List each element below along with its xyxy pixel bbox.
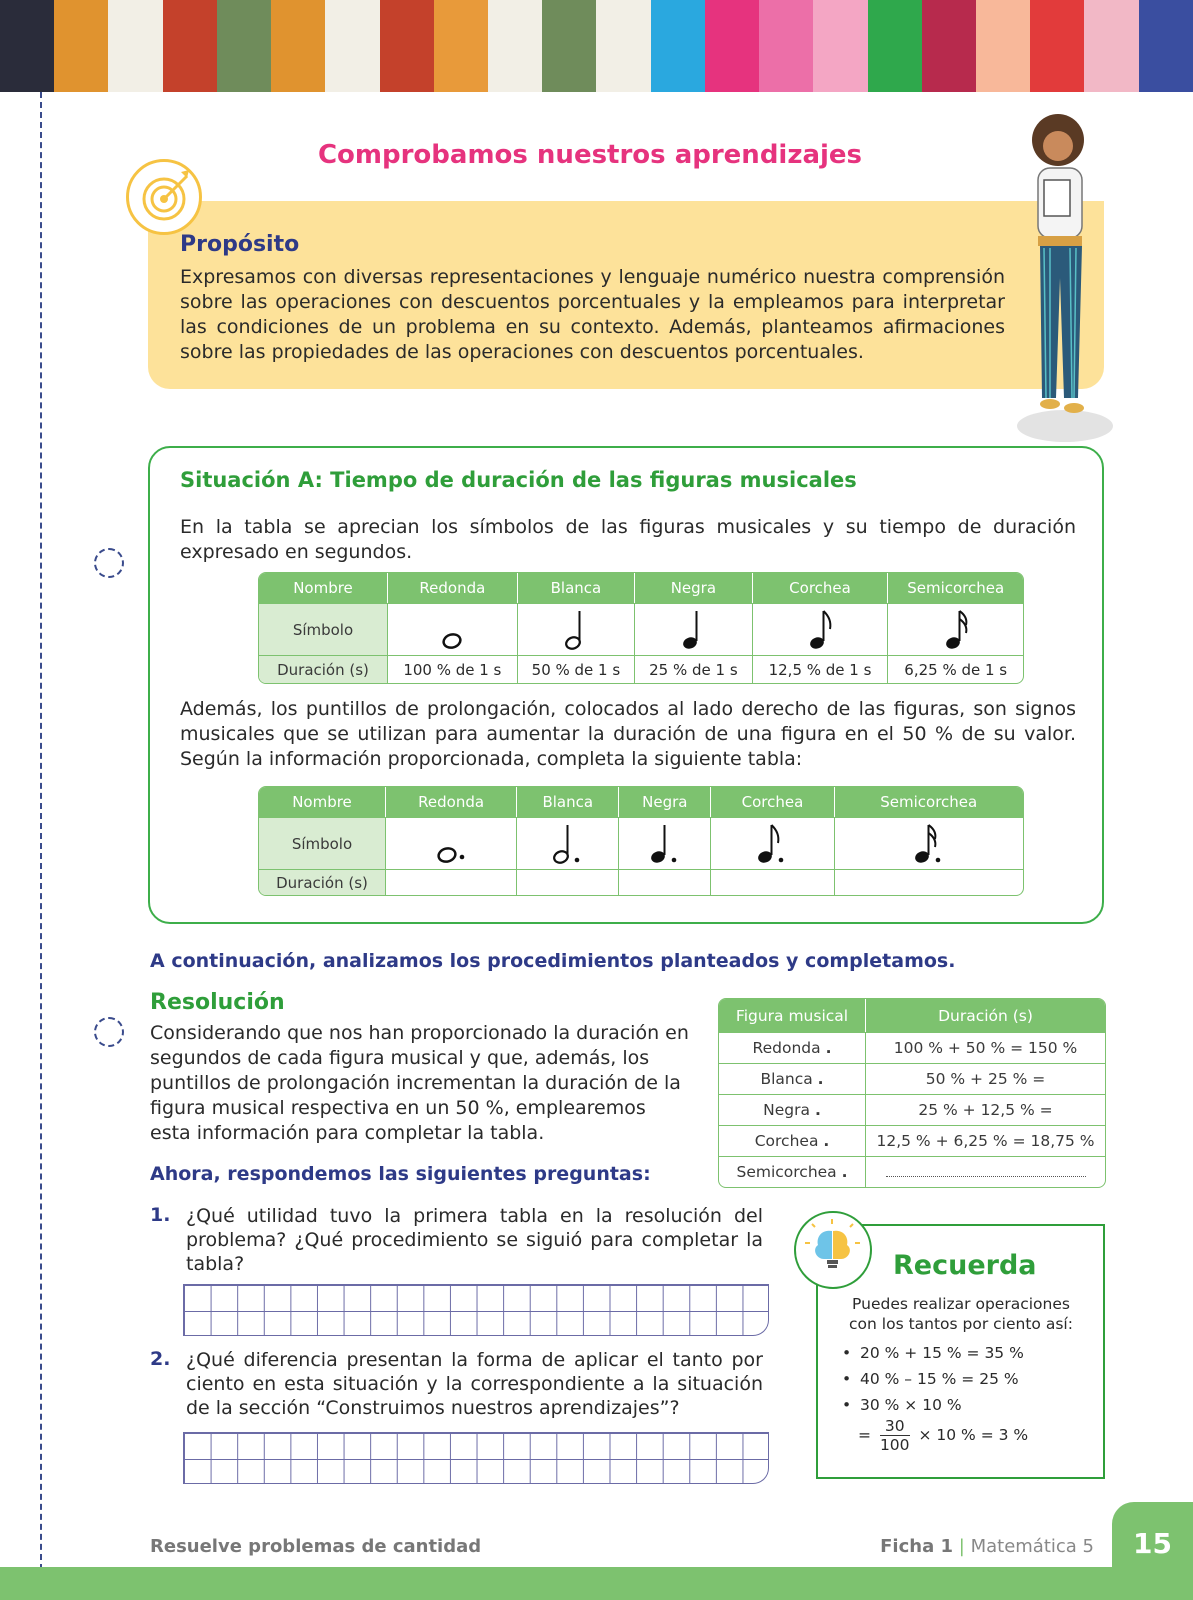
banner-stripe [1139,0,1193,92]
answer-blank[interactable] [866,1156,1105,1187]
empty-duration-cell[interactable] [517,869,619,895]
question-number: 2. [150,1348,171,1370]
margin-dashed-line [40,92,42,1600]
list-item: • 20 % + 15 % = 35 % [842,1344,1024,1362]
banner-stripe [542,0,596,92]
banner-stripe [217,0,271,92]
dot-mark: . [823,1132,830,1150]
footer-competency: Resuelve problemas de cantidad [150,1536,482,1557]
banner-stripe [0,0,54,92]
fraction-expression [858,1417,1028,1454]
banner-stripe [759,0,813,92]
row-label: Símbolo [259,603,388,655]
table-header: Blanca [518,573,635,603]
list-item: • 40 % – 15 % = 25 % [842,1370,1019,1388]
brain-lightbulb-icon [794,1211,872,1289]
table-row [719,1156,1105,1187]
fraction [880,1417,910,1454]
footer-bar [0,1567,1193,1600]
figure-name: Blanca [760,1070,813,1088]
student-illustration [1010,108,1120,448]
banner-stripe [813,0,867,92]
banner-stripe [325,0,379,92]
duration-value[interactable]: 25 % + 12,5 % = [866,1094,1105,1125]
table-header: Redonda [388,573,518,603]
target-icon [126,159,202,235]
recuerda-item-text: 30 % × 10 % [860,1396,962,1414]
half-note-symbol [518,603,635,655]
situacion-a-text: Además, los puntillos de prolongación, colocados al lado derecho de las figuras, son signos musicales que se utilizan para aumentar la duración de una figura en el 50 % de su valor. Según la información proporcionada, completa la siguiente tabla: [180,698,1076,770]
banner-stripe [596,0,650,92]
proposito-heading: Propósito [180,232,300,257]
sixteenth-note-symbol [888,603,1023,655]
dotted-half-note-symbol [517,817,619,869]
empty-duration-cell[interactable] [386,869,517,895]
figure-name: Corchea [754,1132,819,1150]
row-label: Símbolo [259,817,386,869]
banner-stripe [434,0,488,92]
dashed-circle-marker [94,1017,124,1047]
question-text: ¿Qué diferencia presentan la forma de aplicar el tanto por ciento en esta situación y la correspondiente a la situación de la sección “Construimos nuestros aprendizajes”? [186,1349,763,1419]
dot-mark: . [814,1101,821,1119]
table-row [719,1032,1105,1063]
table-header: Nombre [259,787,386,817]
proposito-text: Expresamos con diversas representaciones y lenguaje numérico nuestra comprensión sobre las operaciones con descuentos porcentuales y la empleamos para interpretar las condiciones de un problema en su contexto. Además, planteamos afirmaciones sobre las propiedades de las operaciones con descuentos porcentuales. [180,266,1005,363]
dotted-line [886,1164,1086,1177]
table-header: Redonda [386,787,517,817]
questions-intro: Ahora, respondemos las siguientes preguntas: [150,1163,651,1185]
dotted-figures-table [258,786,1024,896]
dashed-circle-marker [94,548,124,578]
dotted-quarter-note-symbol [619,817,711,869]
duration-cell: 6,25 % de 1 s [888,655,1023,683]
empty-duration-cell[interactable] [711,869,834,895]
situacion-a-intro: En la tabla se aprecian los símbolos de las figuras musicales y su tiempo de duración expresado en segundos. [180,516,1076,563]
question-number: 1. [150,1204,171,1226]
decorative-banner [0,0,1193,92]
banner-stripe [705,0,759,92]
figure-name: Semicorchea [736,1163,837,1181]
music-figures-table [258,572,1024,684]
table-header: Semicorchea [888,573,1023,603]
banner-stripe [868,0,922,92]
ficha-label: Ficha 1 [880,1536,954,1557]
eighth-note-symbol [753,603,889,655]
fraction-denominator: 100 [879,1436,910,1454]
footer-ficha [880,1536,1094,1557]
resolucion-text: Considerando que nos han proporcionado la duración en segundos de cada figura musical y que, además, los puntillos de prolongación incrementan la duración de la figura musical respectiva en un 50 %, emplearemos esta información para completar la tabla. [150,1022,689,1144]
dot-mark: . [825,1039,832,1057]
answer-grid[interactable] [183,1432,769,1484]
table-header: Nombre [259,573,388,603]
duration-value: 12,5 % + 6,25 % = 18,75 % [866,1125,1105,1156]
recuerda-intro: Puedes realizar operaciones con los tantos por ciento así: [849,1295,1073,1333]
empty-duration-cell[interactable] [835,869,1023,895]
banner-stripe [922,0,976,92]
quarter-note-symbol [635,603,752,655]
banner-stripe [108,0,162,92]
dotted-eighth-note-symbol [711,817,834,869]
equals-sign: = [858,1426,871,1444]
duration-value[interactable]: 50 % + 25 % = [866,1063,1105,1094]
table-header: Blanca [517,787,619,817]
footer-separator: | [958,1536,965,1557]
dot-mark: . [841,1163,848,1181]
duration-cell: 100 % de 1 s [388,655,518,683]
page-title: Comprobamos nuestros aprendizajes [317,140,863,170]
table-header: Corchea [711,787,834,817]
resolucion-heading: Resolución [150,990,285,1015]
banner-stripe [488,0,542,92]
empty-duration-cell[interactable] [619,869,711,895]
row-label: Duración (s) [259,869,386,895]
recuerda-item-text: 20 % + 15 % = 35 % [860,1344,1024,1362]
answer-grid[interactable] [183,1284,769,1336]
table-row [719,1125,1105,1156]
table-header: Semicorchea [835,787,1023,817]
duration-cell: 50 % de 1 s [518,655,635,683]
situacion-a-title: Situación A: Tiempo de duración de las figuras musicales [180,468,857,492]
table-row [719,1063,1105,1094]
whole-note-symbol [388,603,518,655]
duration-value: 100 % + 50 % = 150 % [866,1032,1105,1063]
duration-cell: 25 % de 1 s [635,655,752,683]
question-text: ¿Qué utilidad tuvo la primera tabla en la resolución del problema? ¿Qué procedimiento se siguió para completar la tabla? [186,1205,763,1275]
list-item: • 30 % × 10 % [842,1396,962,1414]
table-header: Duración (s) [866,999,1105,1032]
continuacion-text: A continuación, analizamos los procedimientos planteados y completamos. [150,950,956,972]
dotted-sixteenth-note-symbol [835,817,1023,869]
fraction-suffix: × 10 % = 3 % [918,1426,1029,1444]
figure-name: Redonda [752,1039,821,1057]
table-header: Negra [635,573,752,603]
table-header: Figura musical [719,999,866,1032]
table-header: Negra [619,787,711,817]
table-row [719,1094,1105,1125]
banner-stripe [54,0,108,92]
page-number: 15 [1133,1527,1172,1560]
recuerda-item-text: 40 % – 15 % = 25 % [860,1370,1019,1388]
fraction-numerator: 30 [880,1417,910,1436]
duration-cell: 12,5 % de 1 s [753,655,889,683]
row-label: Duración (s) [259,655,388,683]
banner-stripe [163,0,217,92]
banner-stripe [380,0,434,92]
banner-stripe [1084,0,1138,92]
figure-name: Negra [763,1101,810,1119]
banner-stripe [976,0,1030,92]
banner-stripe [271,0,325,92]
table-header: Corchea [753,573,889,603]
dot-mark: . [817,1070,824,1088]
subject-label: Matemática 5 [970,1536,1094,1557]
banner-stripe [651,0,705,92]
duration-resolution-table [718,998,1106,1188]
recuerda-title: Recuerda [893,1250,1037,1281]
banner-stripe [1030,0,1084,92]
dotted-whole-note-symbol [386,817,517,869]
